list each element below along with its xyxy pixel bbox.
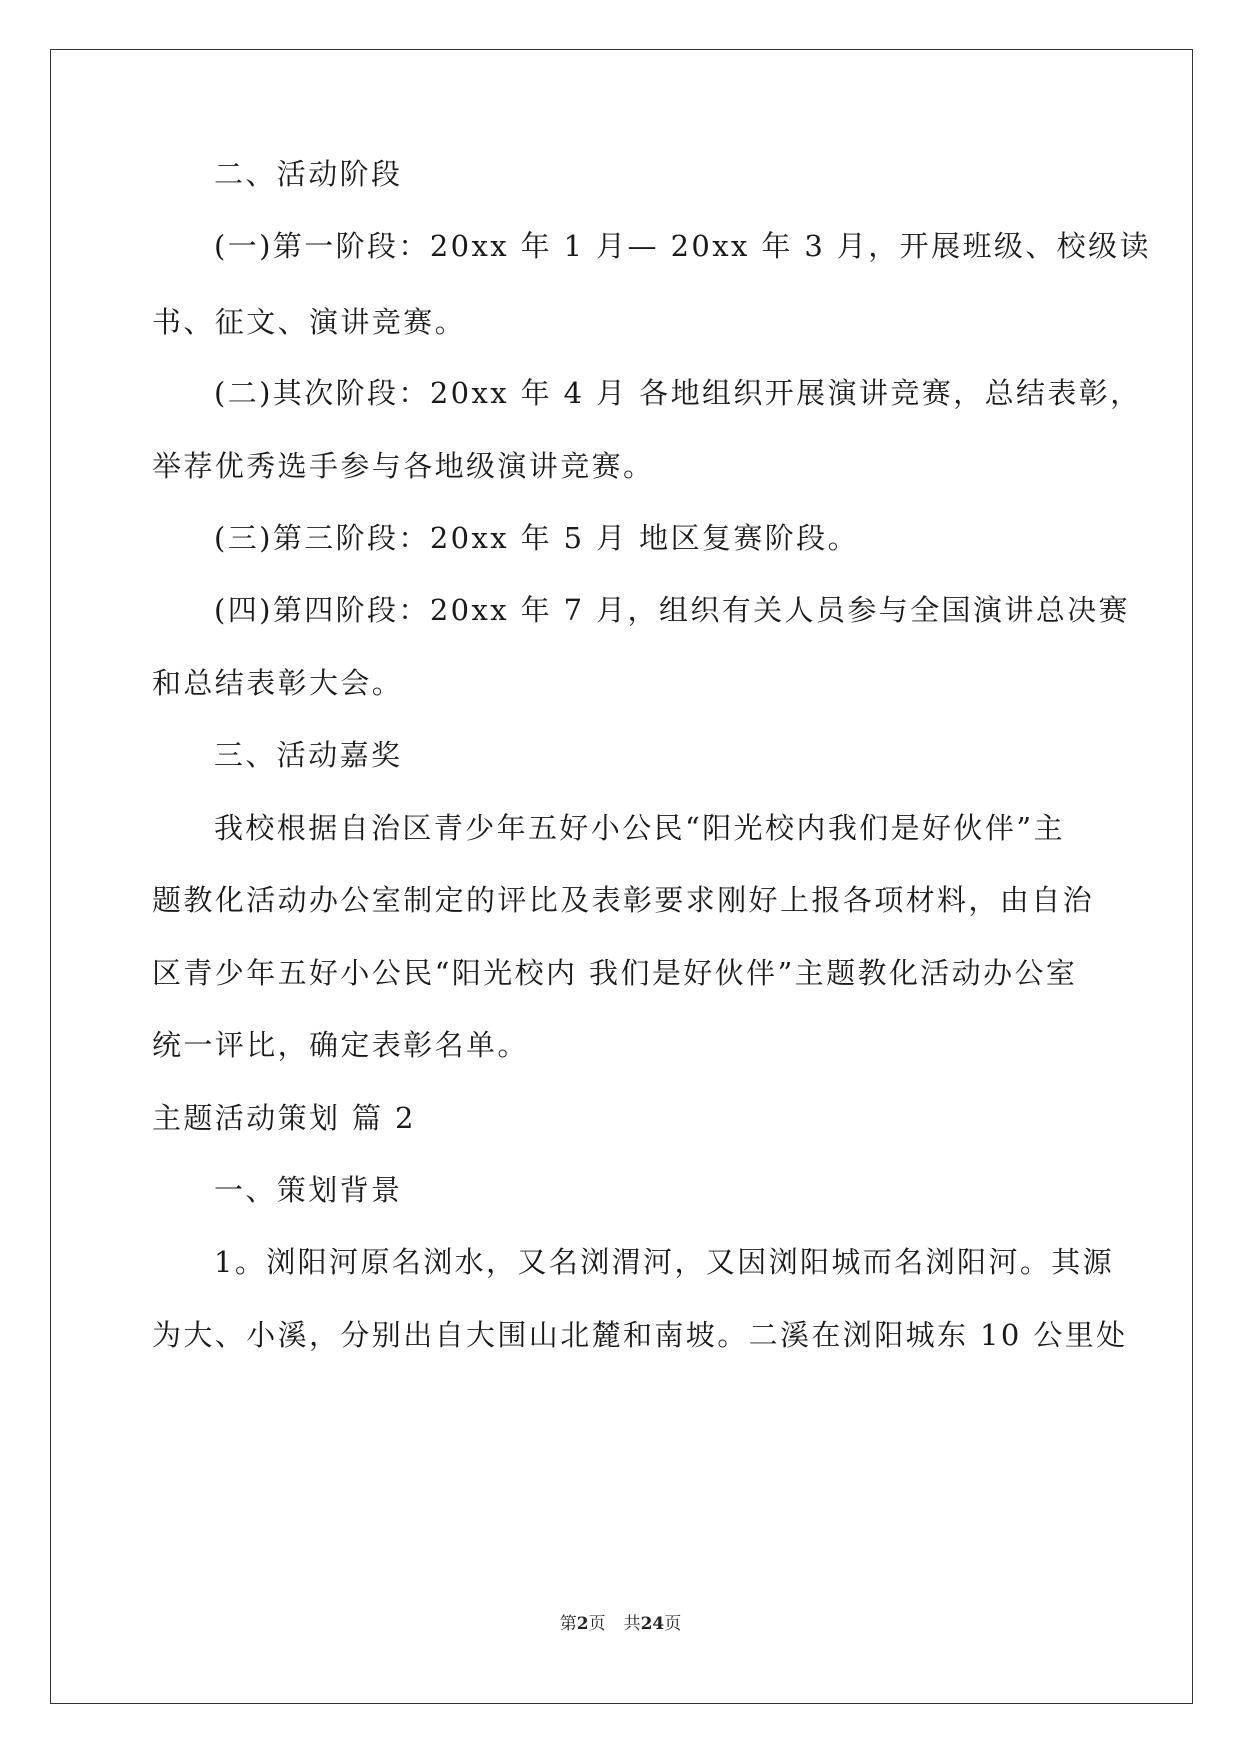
paragraph-line: (四)第四阶段：20xx 年 7 月，组织有关人员参与全国演讲总决赛 [214, 593, 1130, 627]
page-footer [0, 1613, 1241, 1635]
footer-total-suffix: 页 [664, 1614, 682, 1634]
footer-total-pages: 24 [640, 1614, 665, 1634]
paragraph-line: (三)第三阶段：20xx 年 5 月 地区复赛阶段。 [214, 521, 859, 555]
section-heading: 一、策划背景 [214, 1173, 403, 1207]
paragraph-line: (二)其次阶段：20xx 年 4 月 各地组织开展演讲竞赛，总结表彰， [214, 376, 1142, 410]
paragraph-line: 举荐优秀选手参与各地级演讲竞赛。 [152, 449, 655, 483]
section-heading: 二、活动阶段 [214, 157, 403, 191]
paragraph-line: 我校根据自治区青少年五好小公民“阳光校内我们是好伙伴”主 [214, 811, 1065, 845]
paragraph-line: 题教化活动办公室制定的评比及表彰要求刚好上报各项材料，由自治 [152, 883, 1095, 917]
article-title: 主题活动策划 篇 2 [152, 1101, 416, 1135]
section-heading: 三、活动嘉奖 [214, 738, 403, 772]
paragraph-line: 为大、小溪，分别出自大围山北麓和南坡。二溪在浏阳城东 10 公里处 [152, 1318, 1128, 1352]
paragraph-line: 1。浏阳河原名浏水，又名浏渭河，又因浏阳城而名浏阳河。其源 [214, 1245, 1115, 1279]
footer-page-suffix: 页 [588, 1614, 606, 1634]
paragraph-line: (一)第一阶段：20xx 年 1 月— 20xx 年 3 月，开展班级、校级读 [214, 229, 1151, 263]
paragraph-line: 书、征文、演讲竞赛。 [152, 305, 467, 339]
page-border [50, 49, 1193, 1704]
paragraph-line: 和总结表彰大会。 [152, 666, 404, 700]
paragraph-line: 统一评比，确定表彰名单。 [152, 1028, 529, 1062]
footer-page-number: 2 [576, 1614, 589, 1634]
footer-page-prefix: 第 [559, 1614, 577, 1634]
footer-total-prefix: 共 [623, 1614, 641, 1634]
paragraph-line: 区青少年五好小公民“阳光校内 我们是好伙伴”主题教化活动办公室 [152, 956, 1078, 990]
